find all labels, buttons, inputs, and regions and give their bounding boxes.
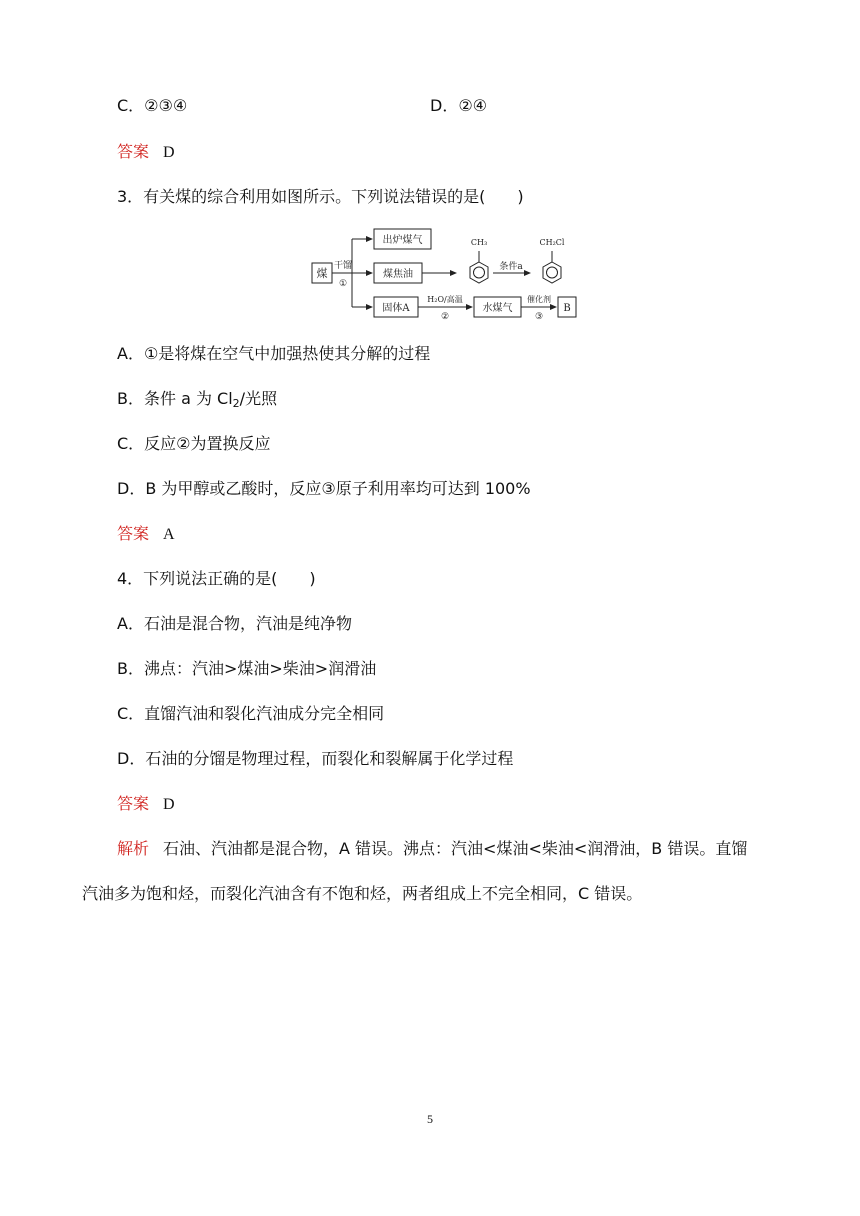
q3-option-c: C．反应②为置换反应 xyxy=(117,434,271,453)
answer-value: D xyxy=(163,796,175,813)
condition-a-text: 条件a xyxy=(499,262,523,272)
water-gas-text: 水煤气 xyxy=(482,303,513,314)
step1-text: ① xyxy=(338,279,348,289)
q4-option-b: B．沸点：汽油>煤油>柴油>润滑油 xyxy=(117,659,377,678)
explanation-label: 解析 xyxy=(117,839,150,858)
q3-option-a: A．①是将煤在空气中加强热使其分解的过程 xyxy=(117,344,431,363)
q4-option-d: D．石油的分馏是物理过程，而裂化和裂解属于化学过程 xyxy=(117,749,514,768)
answer-value: D xyxy=(163,144,175,161)
q3-stem: 3．有关煤的综合利用如图所示。下列说法错误的是( ) xyxy=(117,187,524,206)
page-number: 5 xyxy=(427,1112,433,1126)
q3-option-b-pre: B．条件 a 为 Cl xyxy=(117,389,233,408)
q4-stem: 4．下列说法正确的是( ) xyxy=(117,569,316,588)
answer-label: 答案 xyxy=(117,524,150,543)
q4-explanation-line1 xyxy=(117,838,747,860)
step3-text: ③ xyxy=(534,312,544,322)
toluene-ring xyxy=(470,262,488,283)
step2-text: ② xyxy=(440,312,450,322)
q3-option-b xyxy=(117,388,277,410)
benzyl-chloride-ring xyxy=(543,262,561,283)
q3-answer xyxy=(117,523,175,546)
coal-utilization-diagram xyxy=(308,228,590,324)
dry-distill-text: 干馏 xyxy=(333,261,353,271)
answer-label: 答案 xyxy=(117,794,150,813)
explanation-text: 石油、汽油都是混合物，A 错误。沸点：汽油<煤油<柴油<润滑油，B 错误。直馏 xyxy=(163,839,748,858)
solid-a-text: 固体A xyxy=(382,303,410,314)
q4-explanation-line2: 汽油多为饱和烃，而裂化汽油含有不饱和烃，两者组成上不完全相同，C 错误。 xyxy=(82,884,643,903)
product-b-text: B xyxy=(563,303,571,314)
q2-option-d: D．②④ xyxy=(430,96,488,115)
q2-option-c: C．②③④ xyxy=(117,96,188,115)
furnace-gas-text: 出炉煤气 xyxy=(382,235,423,246)
ch3-text: CH₃ xyxy=(470,238,488,247)
q4-option-a: A．石油是混合物，汽油是纯净物 xyxy=(117,614,352,633)
coal-text: 煤 xyxy=(316,267,328,280)
q3-option-d: D．B 为甲醇或乙酸时，反应③原子利用率均可达到 100% xyxy=(117,479,531,498)
q4-option-c: C．直馏汽油和裂化汽油成分完全相同 xyxy=(117,704,385,723)
h2o-high-temp-text: H₂O/高温 xyxy=(427,295,463,304)
q3-option-b-post: /光照 xyxy=(239,389,278,408)
answer-value: A xyxy=(163,526,175,543)
catalyst-text: 催化剂 xyxy=(527,295,551,304)
ch2cl-text: CH₂Cl xyxy=(539,238,565,247)
answer-label: 答案 xyxy=(117,142,150,161)
coal-tar-text: 煤焦油 xyxy=(383,269,413,280)
q4-answer xyxy=(117,793,175,816)
q2-answer xyxy=(117,141,175,164)
q3-option-b-sub: 2 xyxy=(232,397,240,410)
